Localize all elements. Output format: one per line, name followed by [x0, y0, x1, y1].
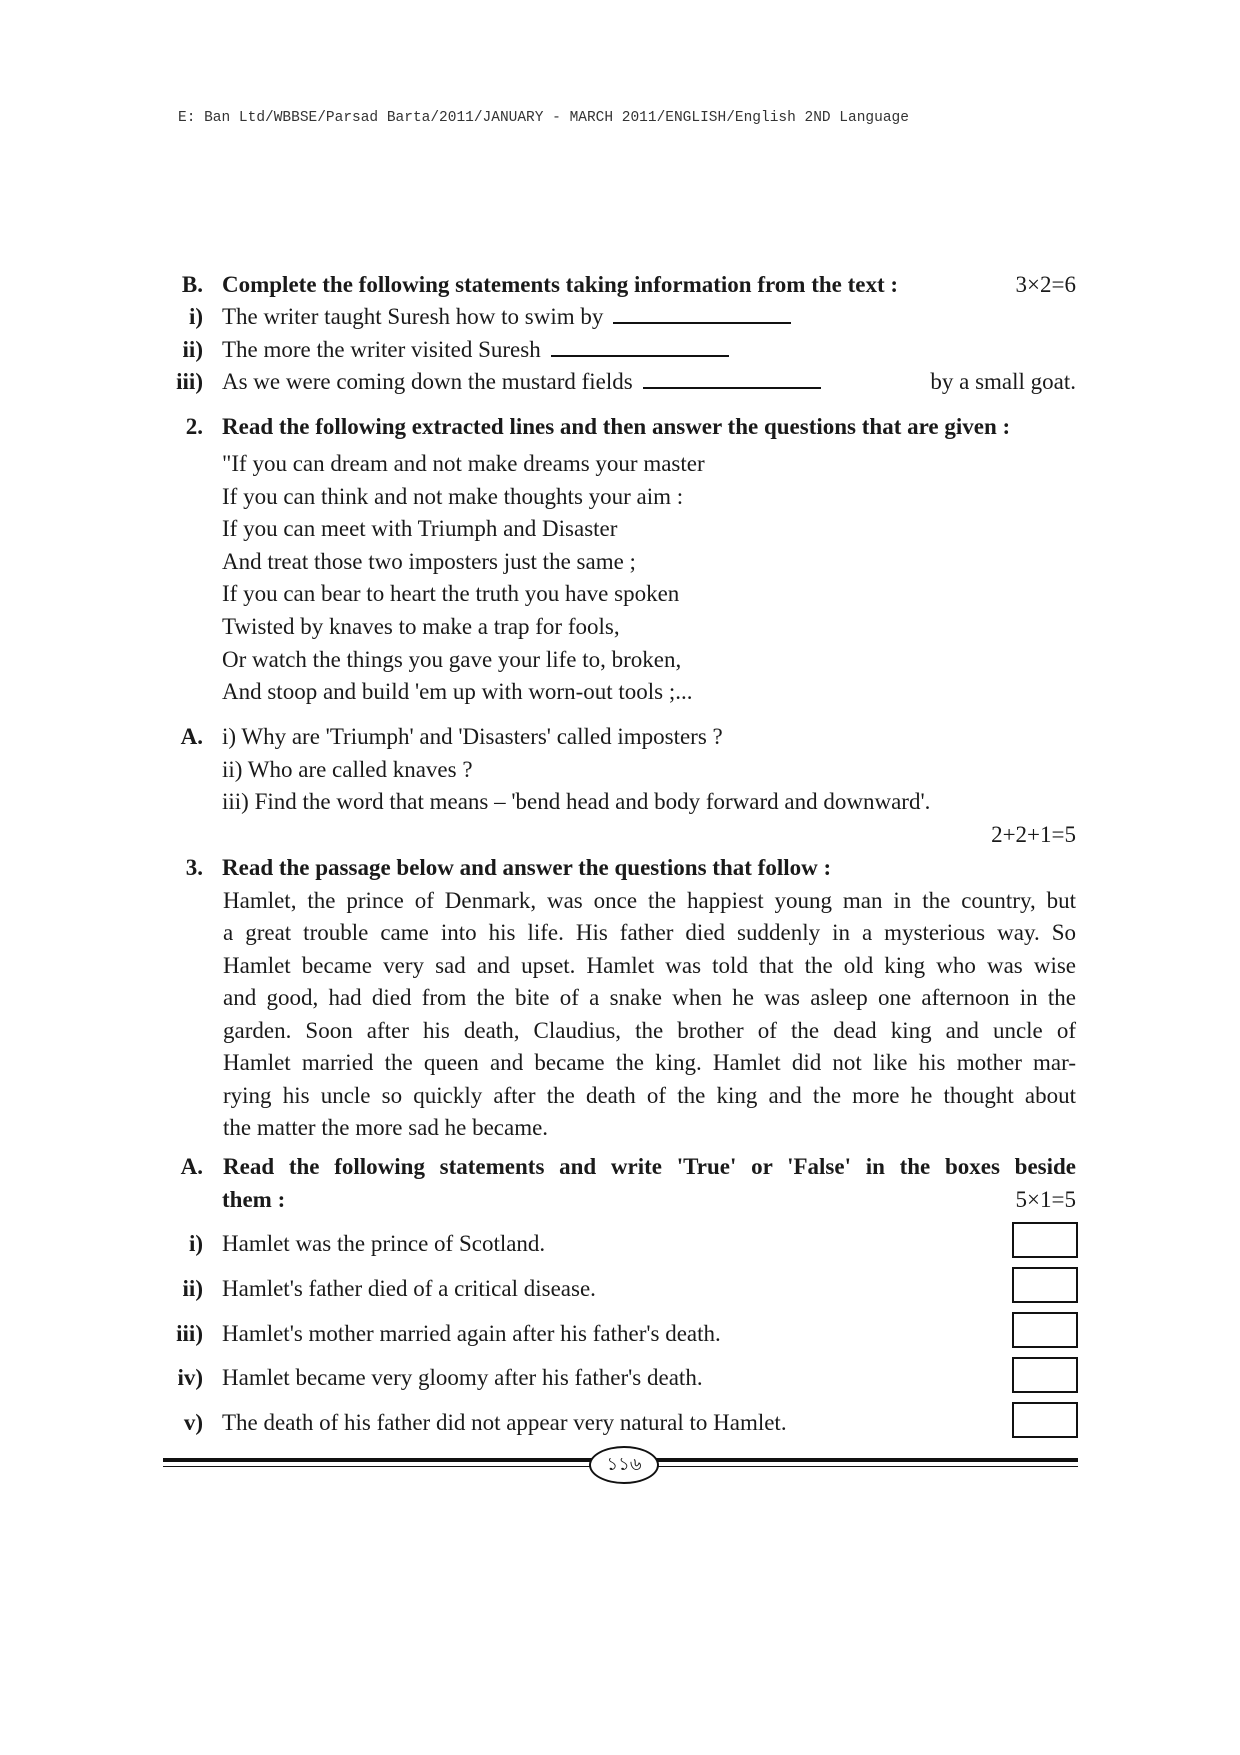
passage-line: Hamlet, the prince of Denmark, was once the happiest young man in the country, but	[223, 888, 1076, 913]
answer-blank[interactable]	[643, 386, 821, 389]
passage-line: the matter the more sad he became.	[223, 1115, 549, 1140]
true-false-statement: Hamlet's father died of a critical disease.	[222, 1276, 596, 1301]
true-false-statement: Hamlet was the prince of Scotland.	[222, 1231, 546, 1256]
sub-section-label: A.	[180, 724, 203, 749]
question-number: 2.	[185, 414, 203, 439]
statement-text: The more the writer visited Suresh	[222, 337, 541, 362]
poem-line: Or watch the things you gave your life to, broken,	[222, 647, 682, 672]
question-3-marks: 5×1=5	[1015, 1187, 1076, 1212]
fill-blank-statement	[222, 338, 729, 361]
true-false-statement: Hamlet's mother married again after his father's death.	[222, 1321, 721, 1346]
fill-blank-statement	[222, 305, 791, 328]
answer-blank[interactable]	[551, 354, 729, 357]
item-number: ii)	[182, 1276, 203, 1301]
item-number: i)	[188, 1231, 203, 1256]
question-2-instruction: Read the following extracted lines and then answer the questions that are given :	[222, 414, 1011, 439]
true-false-statement: The death of his father did not appear very natural to Hamlet.	[222, 1410, 787, 1435]
true-false-instruction: Read the following statements and write 'True' or 'False' in the boxes beside	[223, 1154, 1076, 1179]
section-b-label: B.	[181, 272, 203, 297]
page-number: ১১৬	[589, 1446, 659, 1484]
item-number: iv)	[177, 1365, 203, 1390]
passage-line: rying his uncle so quickly after the death of the king and the more he thought about	[223, 1083, 1076, 1108]
item-number: ii)	[182, 337, 203, 362]
item-number: i)	[188, 304, 203, 329]
true-false-statement: Hamlet became very gloomy after his father's death.	[222, 1365, 703, 1390]
fill-blank-statement	[222, 370, 821, 393]
question-2-marks: 2+2+1=5	[991, 822, 1076, 847]
statement-continuation: by a small goat.	[930, 369, 1076, 394]
file-path-header: E: Ban Ltd/WBBSE/Parsad Barta/2011/JANUARY - MARCH 2011/ENGLISH/English 2ND Language	[178, 110, 909, 126]
passage-line: Hamlet became very sad and upset. Hamlet was told that the old king who was wise	[223, 953, 1076, 978]
section-b-instruction: Complete the following statements taking information from the text :	[222, 272, 899, 297]
answer-box[interactable]	[1012, 1312, 1078, 1348]
section-b-marks: 3×2=6	[1015, 272, 1076, 297]
answer-box[interactable]	[1012, 1402, 1078, 1438]
poem-line: If you can meet with Triumph and Disaster	[222, 516, 618, 541]
statement-text: The writer taught Suresh how to swim by	[222, 304, 604, 329]
poem-line: Twisted by knaves to make a trap for fools,	[222, 614, 620, 639]
poem-line: If you can think and not make thoughts your aim :	[222, 484, 684, 509]
poem-line: "If you can dream and not make dreams your master	[222, 451, 705, 476]
poem-line: And treat those two imposters just the same ;	[222, 549, 636, 574]
answer-blank[interactable]	[613, 321, 791, 324]
question-3-instruction: Read the passage below and answer the questions that follow :	[222, 855, 832, 880]
item-number: iii)	[176, 369, 203, 394]
answer-box[interactable]	[1012, 1267, 1078, 1303]
passage-line: garden. Soon after his death, Claudius, the brother of the dead king and uncle of	[223, 1018, 1076, 1043]
true-false-instruction-cont: them :	[222, 1187, 286, 1212]
passage-line: a great trouble came into his life. His father died suddenly in a mysterious way. So	[223, 920, 1076, 945]
question-number: 3.	[185, 855, 203, 880]
statement-text: As we were coming down the mustard fields	[222, 369, 633, 394]
poem-question: ii) Who are called knaves ?	[222, 757, 473, 782]
poem-line: And stoop and build 'em up with worn-out tools ;...	[222, 679, 693, 704]
poem-line: If you can bear to heart the truth you have spoken	[222, 581, 680, 606]
passage-line: Hamlet married the queen and became the king. Hamlet did not like his mother mar-	[223, 1050, 1076, 1075]
passage-line: and good, had died from the bite of a snake when he was asleep one afternoon in the	[223, 985, 1076, 1010]
answer-box[interactable]	[1012, 1222, 1078, 1258]
item-number: v)	[183, 1410, 203, 1435]
answer-box[interactable]	[1012, 1357, 1078, 1393]
poem-question: i) Why are 'Triumph' and 'Disasters' called imposters ?	[222, 724, 723, 749]
poem-question: iii) Find the word that means – 'bend head and body forward and downward'.	[222, 789, 931, 814]
sub-section-label: A.	[180, 1154, 203, 1179]
item-number: iii)	[176, 1321, 203, 1346]
